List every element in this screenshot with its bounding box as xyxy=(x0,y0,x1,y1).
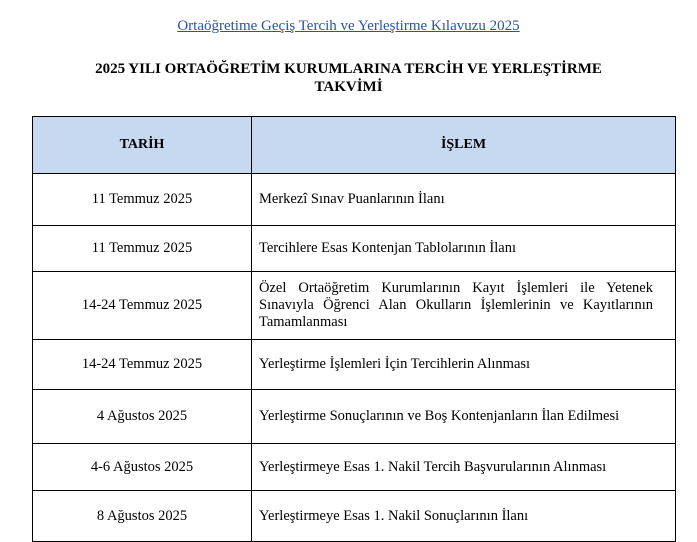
table-row xyxy=(33,491,676,542)
date-cell: 11 Temmuz 2025 xyxy=(33,174,252,226)
date-cell: 14-24 Temmuz 2025 xyxy=(33,272,252,340)
guide-header-link[interactable]: Ortaöğretime Geçiş Tercih ve Yerleştirme Kılavuzu 2025 xyxy=(177,18,520,34)
operation-cell: Yerleştirme Sonuçlarının ve Boş Kontenjanların İlan Edilmesi xyxy=(252,390,676,444)
operation-cell: Yerleştirmeye Esas 1. Nakil Tercih Başvurularının Alınması xyxy=(252,444,676,491)
table-row xyxy=(33,226,676,272)
table-row xyxy=(33,444,676,491)
table-row xyxy=(33,272,676,340)
operation-cell: Yerleştirme İşlemleri İçin Tercihlerin Alınması xyxy=(252,340,676,390)
date-cell: 14-24 Temmuz 2025 xyxy=(33,340,252,390)
page-title-line-2: TAKVİMİ xyxy=(314,79,383,95)
table-row xyxy=(33,340,676,390)
column-header-date: TARİH xyxy=(33,117,252,174)
date-cell: 4-6 Ağustos 2025 xyxy=(33,444,252,491)
date-cell: 4 Ağustos 2025 xyxy=(33,390,252,444)
table-row xyxy=(33,174,676,226)
date-cell: 11 Temmuz 2025 xyxy=(33,226,252,272)
table-header-row xyxy=(33,117,676,174)
page-title xyxy=(0,60,697,96)
page-title-line-1: 2025 YILI ORTAÖĞRETİM KURUMLARINA TERCİH VE YERLEŞTİRME xyxy=(95,61,602,77)
operation-cell: Merkezî Sınav Puanlarının İlanı xyxy=(252,174,676,226)
table-row xyxy=(33,390,676,444)
schedule-table xyxy=(32,116,676,542)
operation-cell: Tercihlere Esas Kontenjan Tablolarının İlanı xyxy=(252,226,676,272)
date-cell: 8 Ağustos 2025 xyxy=(33,491,252,542)
operation-cell: Özel Ortaöğretim Kurumlarının Kayıt İşlemleri ile Yetenek Sınavıyla Öğrenci Alan Okulların İşlemlerinin ve Kayıtlarının Tamamlanması xyxy=(252,272,676,340)
column-header-operation: İŞLEM xyxy=(252,117,676,174)
operation-cell: Yerleştirmeye Esas 1. Nakil Sonuçlarının İlanı xyxy=(252,491,676,542)
